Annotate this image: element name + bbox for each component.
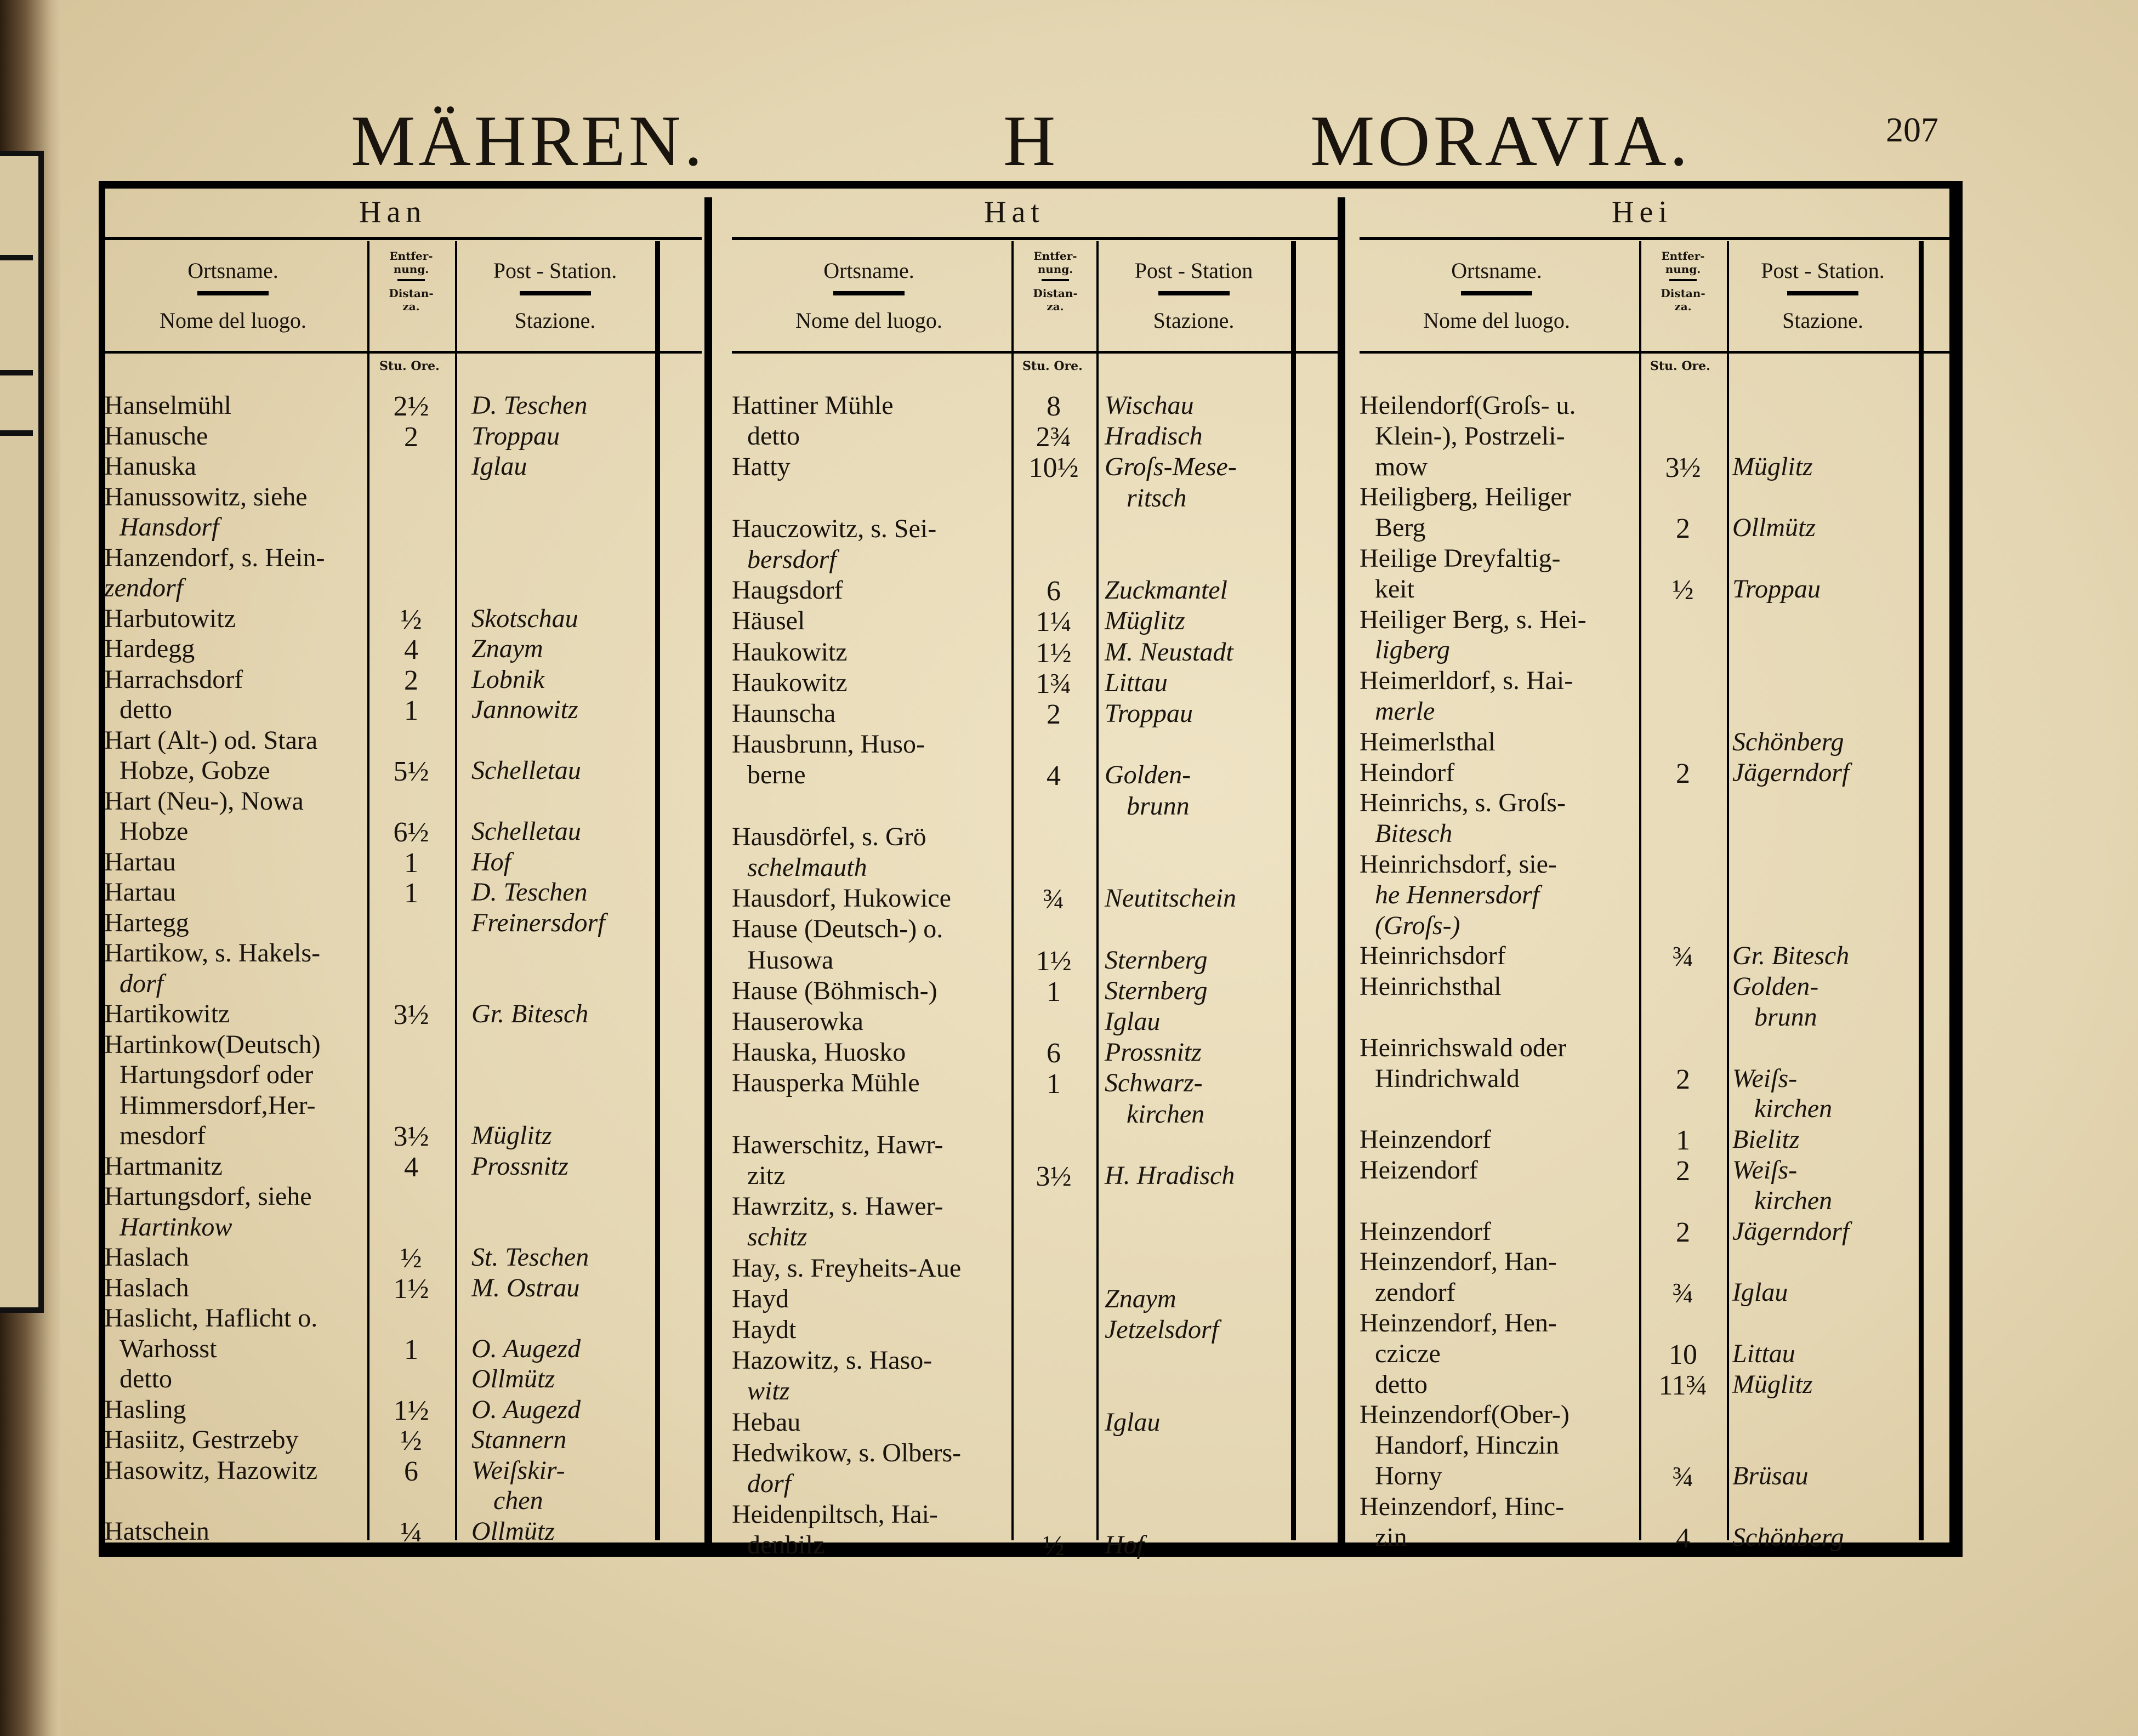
post-station: Golden- — [1732, 972, 1819, 1001]
distance-value: 2 — [404, 664, 418, 696]
distance-value: 3½ — [393, 999, 429, 1031]
place-name: Heinrichsdorf, sie- — [1360, 850, 1557, 879]
distance-value: 2 — [1676, 1063, 1690, 1095]
place-name: Klein-), Postrzeli- — [1375, 421, 1565, 451]
place-name: zin — [1375, 1522, 1407, 1552]
place-name: detto — [120, 1364, 172, 1393]
post-station: Schelletau — [471, 817, 581, 846]
distance-value: 5½ — [393, 756, 429, 787]
distance-value: 3½ — [1036, 1161, 1072, 1192]
place-name: Heinzendorf, Hinc- — [1360, 1492, 1565, 1521]
distance-value: 1½ — [1036, 637, 1072, 669]
place-name: schelmauth — [747, 853, 867, 882]
distance-value: 1 — [1047, 976, 1061, 1008]
place-name: Hanussowitz, siehe — [104, 482, 308, 511]
post-station: Troppau — [1732, 574, 1821, 604]
post-station: Weiſs- — [1732, 1156, 1798, 1185]
distance-value: 1 — [1676, 1125, 1690, 1157]
post-station: Müglitz — [1105, 606, 1185, 636]
post-station: Iglau — [1105, 1007, 1161, 1036]
place-name: Hartungsdorf, siehe — [104, 1182, 312, 1211]
post-station: St. Teschen — [471, 1243, 589, 1272]
post-station: kirchen — [1754, 1186, 1833, 1215]
place-name: keit — [1375, 574, 1414, 604]
units-hei: Stu. Ore. — [1650, 359, 1710, 373]
place-name: Haslach — [104, 1243, 189, 1272]
post-station: Golden- — [1105, 760, 1191, 790]
distance-value: 2 — [1676, 758, 1690, 789]
place-name: Heizendorf — [1360, 1156, 1478, 1185]
place-name: zendorf — [104, 573, 183, 602]
post-station: Stannern — [471, 1425, 567, 1454]
post-station: Iglau — [471, 452, 527, 481]
place-name: Hasiitz, Gestrzeby — [104, 1425, 299, 1454]
distance-value: ½ — [1672, 574, 1694, 606]
place-name: Hartau — [104, 847, 176, 876]
place-name: Hasowitz, Hazowitz — [104, 1455, 318, 1485]
post-station: Troppau — [1105, 699, 1193, 728]
place-name: schitz — [747, 1222, 808, 1252]
place-name: denbilz — [747, 1530, 825, 1560]
place-name: Haydt — [732, 1315, 797, 1344]
colhead-ortsname-hei: Ortsname. Nome del luogo. — [1423, 258, 1570, 333]
distance-value: 1¼ — [1036, 606, 1072, 638]
colhead-dist-hat: Entfer- nung. Distan- za. — [1033, 249, 1078, 313]
place-name: Horny — [1375, 1461, 1442, 1490]
header-right: MORAVIA. — [1310, 100, 1691, 181]
post-station: kirchen — [1127, 1099, 1205, 1129]
place-name: Hindrichwald — [1375, 1063, 1520, 1093]
post-station: Jägerndorf — [1732, 1216, 1850, 1246]
place-name: Hansdorf — [120, 513, 219, 542]
place-name: zitz — [747, 1161, 786, 1190]
place-name: Hatty — [732, 452, 791, 482]
post-station: Weiſskir- — [471, 1455, 565, 1485]
place-name: Hartegg — [104, 908, 189, 937]
page-number: 207 — [1886, 110, 1938, 149]
place-name: witz — [747, 1376, 790, 1406]
distance-value: 1 — [404, 847, 418, 879]
place-name: Heinrichs, s. Groſs- — [1360, 788, 1566, 818]
book-page — [60, 0, 2138, 1736]
colhead-post-hat: Post - Station Stazione. — [1134, 258, 1253, 333]
colhead-ortsname-han: Ortsname. Nome del luogo. — [160, 258, 306, 333]
distance-value: ½ — [1043, 1530, 1065, 1562]
place-name: Haugsdorf — [732, 576, 843, 605]
place-name: Haukowitz — [732, 637, 848, 667]
place-name: Hawrzitz, s. Hawer- — [732, 1192, 943, 1221]
distance-value: ¾ — [1672, 941, 1694, 973]
post-station: Znaym — [471, 634, 543, 663]
place-name: Hartikow, s. Hakels- — [104, 938, 321, 967]
place-name: Hattiner Mühle — [732, 391, 894, 420]
distance-value: 6 — [1047, 1038, 1061, 1069]
post-station: Troppau — [471, 421, 560, 451]
post-station: Ollmütz — [471, 1516, 555, 1546]
place-name: detto — [120, 695, 172, 724]
place-name: Berg — [1375, 513, 1426, 543]
place-name: Heinzendorf — [1360, 1216, 1491, 1246]
place-name: Haslach — [104, 1273, 189, 1302]
place-name: Himmersdorf,Her- — [120, 1090, 316, 1120]
post-station: Prossnitz — [471, 1151, 568, 1181]
place-name: Hart (Neu-), Nowa — [104, 786, 304, 816]
distance-value: 10½ — [1028, 452, 1079, 484]
distance-value: ¾ — [1043, 884, 1065, 915]
place-name: Hebau — [732, 1407, 801, 1437]
place-name: Hausdörfel, s. Grö — [732, 822, 926, 851]
post-station: Iglau — [1105, 1407, 1161, 1437]
distance-value: 6 — [1047, 576, 1061, 607]
post-station: Hradisch — [1105, 422, 1203, 451]
place-name: Hartinkow — [120, 1212, 232, 1242]
post-station: Littau — [1732, 1339, 1795, 1368]
distance-value: ½ — [400, 1243, 422, 1274]
place-name: Hausbrunn, Huso- — [732, 730, 925, 759]
post-station: Bielitz — [1732, 1125, 1800, 1154]
post-station: Groſs-Mese- — [1105, 452, 1237, 482]
post-station: D. Teschen — [471, 878, 588, 907]
distance-value: 4 — [404, 1151, 418, 1183]
place-name: Haunscha — [732, 699, 836, 728]
post-station: Schwarz- — [1105, 1068, 1203, 1098]
place-name: Hanzendorf, s. Hein- — [104, 543, 325, 572]
distance-value: 4 — [404, 634, 418, 665]
post-station: Skotschau — [471, 604, 578, 633]
place-name: Hayd — [732, 1284, 789, 1313]
units-hat: Stu. Ore. — [1022, 359, 1083, 373]
post-station: Müglitz — [1732, 452, 1813, 481]
place-name: zendorf — [1375, 1278, 1455, 1307]
place-name: Heinrichsthal — [1360, 972, 1502, 1001]
post-station: M. Neustadt — [1105, 637, 1233, 667]
place-name: (Groſs-) — [1375, 910, 1460, 940]
post-station: Freinersdorf — [471, 908, 605, 937]
post-station: Littau — [1105, 668, 1168, 697]
distance-value: ¾ — [1672, 1278, 1694, 1310]
post-station: Schelletau — [471, 756, 581, 785]
post-station: chen — [493, 1486, 543, 1515]
distance-value: 3½ — [393, 1121, 429, 1152]
colhead-dist-hei: Entfer- nung. Distan- za. — [1661, 249, 1705, 313]
place-name: Husowa — [747, 945, 834, 975]
place-name: Heimerlsthal — [1360, 727, 1496, 756]
place-name: Hasling — [104, 1395, 186, 1424]
post-station: O. Augezd — [471, 1395, 581, 1424]
place-name: dorf — [120, 969, 164, 998]
place-name: Heidenpiltsch, Hai- — [732, 1500, 938, 1529]
distance-value: 2 — [1047, 699, 1061, 730]
post-station: Jägerndorf — [1732, 758, 1850, 787]
place-name: Hedwikow, s. Olbers- — [732, 1438, 962, 1467]
colhead-dist-han: Entfer- nung. Distan- za. — [389, 249, 434, 313]
colhead-post-han: Post - Station. Stazione. — [493, 258, 617, 333]
place-name: detto — [747, 422, 800, 451]
distance-value: 8 — [1047, 391, 1061, 422]
place-name: czicze — [1375, 1339, 1441, 1368]
place-name: Hay, s. Freyheits-Aue — [732, 1253, 962, 1283]
place-name: Harrachsdorf — [104, 664, 243, 694]
place-name: Hartikowitz — [104, 999, 230, 1028]
place-name: he Hennersdorf — [1375, 880, 1539, 909]
place-name: ligberg — [1375, 635, 1450, 665]
place-name: Handorf, Hinczin — [1375, 1431, 1559, 1460]
post-station: Lobnik — [471, 664, 545, 694]
post-station: Jetzelsdorf — [1105, 1315, 1219, 1344]
place-name: Heilendorf(Groſs- u. — [1360, 391, 1576, 420]
post-station: kirchen — [1754, 1094, 1833, 1124]
place-name: Harbutowitz — [104, 604, 236, 633]
post-station: Müglitz — [471, 1121, 552, 1150]
post-station: Hof — [1105, 1530, 1144, 1560]
post-station: Gr. Bitesch — [1732, 941, 1850, 971]
distance-value: 11¾ — [1658, 1369, 1708, 1401]
post-station: Zuckmantel — [1105, 576, 1227, 605]
place-name: Häusel — [732, 606, 805, 636]
post-station: Schönberg — [1732, 1522, 1844, 1552]
post-station: D. Teschen — [471, 391, 588, 420]
distance-value: ¼ — [400, 1516, 422, 1548]
facing-page-edge — [0, 151, 44, 1313]
distance-value: 1 — [1047, 1068, 1061, 1100]
distance-value: 1 — [404, 1334, 418, 1365]
distance-value: ¾ — [1672, 1461, 1694, 1493]
place-name: Warhosst — [120, 1334, 217, 1363]
post-station: Neutitschein — [1105, 884, 1236, 913]
place-name: Hartau — [104, 878, 176, 907]
post-station: Gr. Bitesch — [471, 999, 589, 1028]
place-name: Hartmanitz — [104, 1151, 223, 1181]
place-name: Heinzendorf, Han- — [1360, 1247, 1557, 1277]
distance-value: 1½ — [393, 1395, 429, 1426]
place-name: Heiliger Berg, s. Hei- — [1360, 605, 1587, 634]
place-name: Hartungsdorf oder — [120, 1060, 314, 1089]
post-station: Ollmütz — [471, 1364, 555, 1393]
post-station: Schönberg — [1732, 727, 1844, 756]
post-station: O. Augezd — [471, 1334, 581, 1363]
distance-value: 2 — [1676, 1156, 1690, 1187]
distance-value: 1 — [404, 878, 418, 909]
place-name: Hanuska — [104, 452, 196, 481]
distance-value: ½ — [400, 1425, 422, 1456]
distance-value: 1½ — [393, 1273, 429, 1305]
post-station: Brüsau — [1732, 1461, 1809, 1490]
distance-value: 2½ — [393, 391, 429, 422]
place-name: merle — [1375, 697, 1435, 726]
place-name: Hause (Böhmisch-) — [732, 976, 937, 1005]
place-name: dorf — [747, 1469, 792, 1498]
post-station: Wischau — [1105, 391, 1194, 420]
place-name: Heinzendorf — [1360, 1125, 1491, 1154]
distance-value: ½ — [400, 604, 422, 635]
place-name: Hausperka Mühle — [732, 1068, 920, 1098]
place-name: Heinzendorf, Hen- — [1360, 1308, 1557, 1337]
colhead-ortsname-hat: Ortsname. Nome del luogo. — [795, 258, 942, 333]
place-name: Hart (Alt-) od. Stara — [104, 725, 318, 755]
header-left: MÄHREN. — [351, 100, 706, 181]
place-name: Hausdorf, Hukowice — [732, 884, 951, 913]
place-name: Hobze — [120, 817, 189, 846]
place-name: Hauserowka — [732, 1007, 863, 1036]
post-station: Müglitz — [1732, 1369, 1813, 1399]
distance-value: 2 — [404, 421, 418, 453]
post-station: Prossnitz — [1105, 1038, 1202, 1067]
post-station: Hof — [471, 847, 511, 876]
place-name: Hauczowitz, s. Sei- — [732, 514, 937, 543]
place-name: Hanusche — [104, 421, 208, 451]
distance-value: 2 — [1676, 1216, 1690, 1248]
place-name: Haslicht, Haflicht o. — [104, 1304, 318, 1333]
distance-value: 1¾ — [1036, 668, 1072, 699]
distance-value: 2 — [1676, 513, 1690, 545]
distance-value: 6 — [404, 1455, 418, 1487]
place-name: Bitesch — [1375, 819, 1453, 849]
place-name: Heimerldorf, s. Hai- — [1360, 666, 1573, 696]
place-name: Heindorf — [1360, 758, 1455, 787]
place-name: mow — [1375, 452, 1428, 481]
place-name: Hawerschitz, Hawr- — [732, 1130, 943, 1159]
distance-value: 1 — [404, 695, 418, 726]
distance-value: 2¾ — [1036, 422, 1072, 453]
distance-value: 6½ — [393, 817, 429, 848]
place-name: Heinrichswald oder — [1360, 1033, 1567, 1062]
post-station: Weiſs- — [1732, 1063, 1798, 1093]
distance-value: 1½ — [1036, 945, 1072, 977]
place-name: Hobze, Gobze — [120, 756, 270, 785]
post-station: ritsch — [1127, 483, 1187, 513]
place-name: Hause (Deutsch-) o. — [732, 914, 943, 944]
distance-value: 4 — [1676, 1522, 1690, 1554]
header-letter: H — [1003, 100, 1059, 181]
place-name: Heinzendorf(Ober-) — [1360, 1400, 1570, 1430]
post-station: Znaym — [1105, 1284, 1176, 1313]
place-name: berne — [747, 760, 806, 790]
distance-value: 10 — [1669, 1339, 1697, 1370]
section-title-hat: Hat — [984, 195, 1045, 229]
place-name: Hardegg — [104, 634, 195, 663]
units-han: Stu. Ore. — [379, 359, 440, 373]
post-station: H. Hradisch — [1105, 1161, 1235, 1190]
place-name: Haukowitz — [732, 668, 848, 697]
place-name: Hauska, Huosko — [732, 1038, 906, 1067]
post-station: brunn — [1127, 791, 1190, 821]
place-name: detto — [1375, 1369, 1428, 1399]
place-name: Heiligberg, Heiliger — [1360, 482, 1571, 512]
place-name: Heilige Dreyfaltig- — [1360, 544, 1561, 573]
place-name: Hanselmühl — [104, 391, 231, 420]
place-name: Hazowitz, s. Haso- — [732, 1346, 932, 1375]
post-station: Sternberg — [1105, 945, 1208, 975]
colhead-post-hei: Post - Station. Stazione. — [1761, 258, 1885, 333]
place-name: Hatschein — [104, 1516, 209, 1546]
place-name: mesdorf — [120, 1121, 206, 1150]
post-station: Sternberg — [1105, 976, 1208, 1005]
post-station: M. Ostrau — [471, 1273, 580, 1302]
place-name: Heinrichsdorf — [1360, 941, 1506, 971]
place-name: bersdorf — [747, 545, 837, 574]
place-name: Hartinkow(Deutsch) — [104, 1029, 321, 1059]
post-station: Ollmütz — [1732, 513, 1816, 543]
section-title-han: Han — [359, 195, 427, 229]
distance-value: 3½ — [1665, 452, 1701, 483]
post-station: Iglau — [1732, 1278, 1788, 1307]
post-station: brunn — [1754, 1003, 1817, 1032]
distance-value: 4 — [1047, 760, 1061, 792]
post-station: Jannowitz — [471, 695, 578, 724]
section-title-hei: Hei — [1612, 195, 1673, 229]
